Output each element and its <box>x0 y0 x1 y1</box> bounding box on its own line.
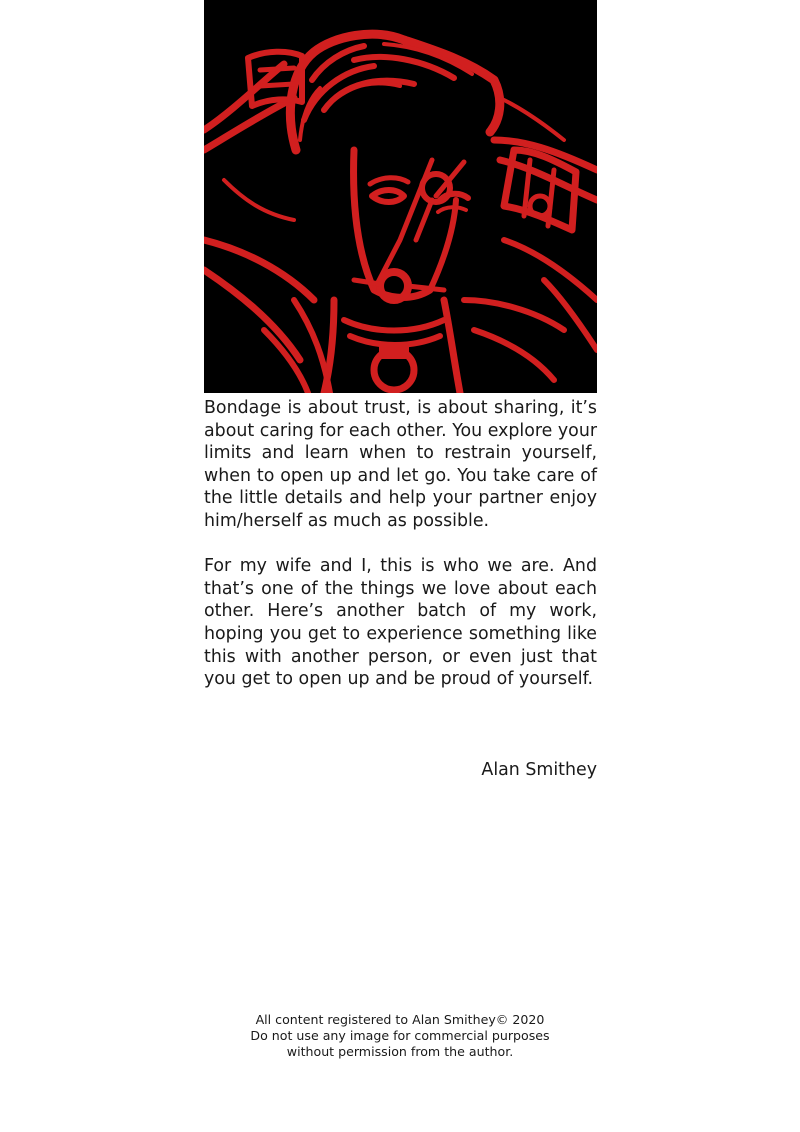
copyright-line-1: All content registered to Alan Smithey© 2020 <box>255 1012 545 1027</box>
paragraph-2: For my wife and I, this is who we are. And that’s one of the things we love about each other. Here’s another batch of my work, hoping you get to experience something like this with another person, or even just that you get to open up and be proud of yourself. <box>204 556 597 690</box>
copyright-notice <box>200 1012 600 1060</box>
body-text <box>204 397 597 691</box>
illustration <box>204 0 597 393</box>
copyright-line-2: Do not use any image for commercial purposes <box>250 1028 550 1043</box>
author-signature: Alan Smithey <box>481 760 597 780</box>
red-line-art-portrait <box>204 0 597 393</box>
paragraph-1: Bondage is about trust, is about sharing, it’s about caring for each other. You explore your limits and learn when to restrain yourself, when to open up and let go. You take care of the little details and help your partner enjoy him/herself as much as possible. <box>204 398 597 531</box>
copyright-line-3: without permission from the author. <box>286 1044 514 1059</box>
